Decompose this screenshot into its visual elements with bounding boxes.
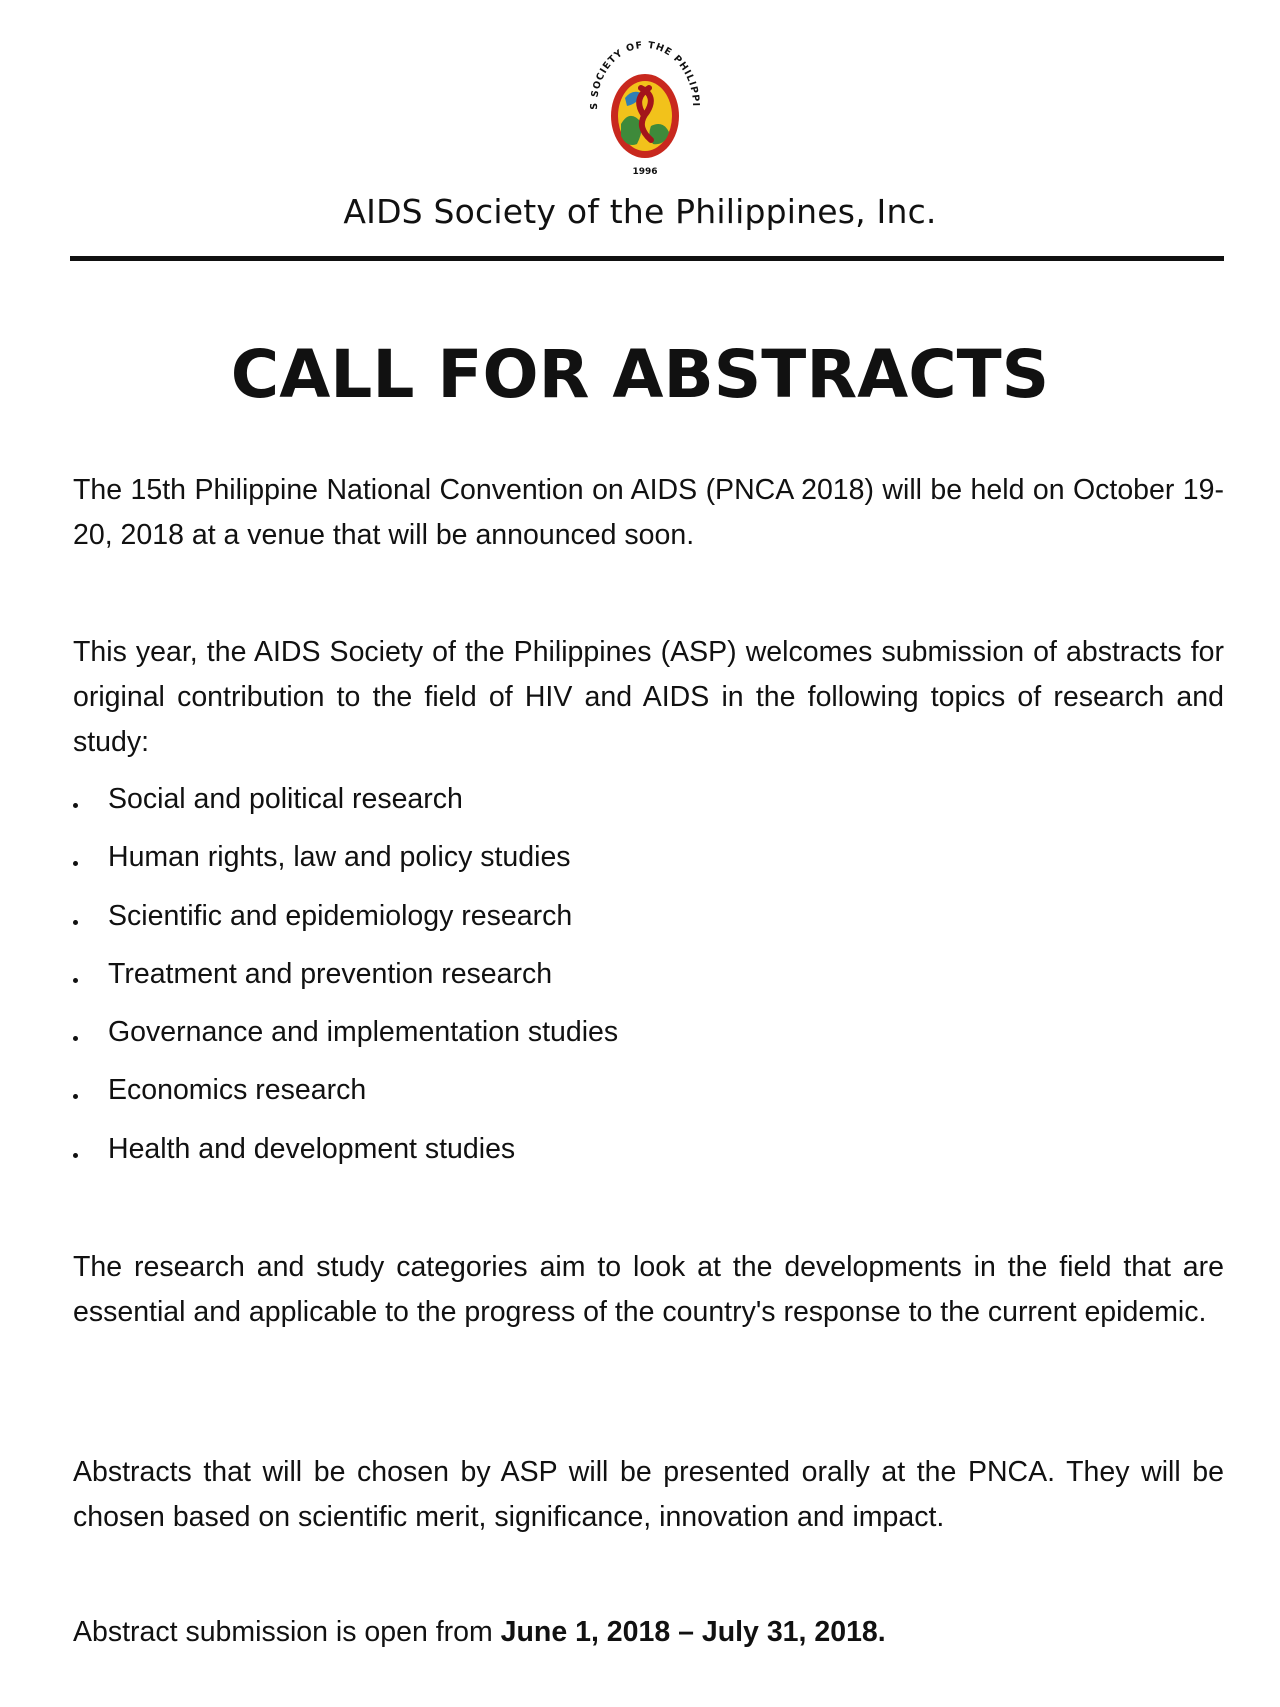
bullet-icon <box>73 920 78 925</box>
topics-list <box>73 779 618 1187</box>
seal-icon <box>585 28 705 188</box>
list-item: Governance and implementation studies <box>73 1012 618 1070</box>
svg-text:1996: 1996 <box>632 167 658 177</box>
list-item: Economics research <box>73 1070 618 1128</box>
bullet-icon <box>73 1153 78 1158</box>
page-title: CALL FOR ABSTRACTS <box>230 336 1050 413</box>
list-item: Social and political research <box>73 779 618 837</box>
bullet-icon <box>73 861 78 866</box>
submission-prefix: Abstract submission is open from <box>73 1616 501 1648</box>
bullet-icon <box>73 1094 78 1099</box>
bullet-icon <box>73 1036 78 1041</box>
list-item: Human rights, law and policy studies <box>73 837 618 895</box>
submission-paragraph <box>73 1610 1224 1655</box>
bullet-icon <box>73 978 78 983</box>
submission-dates: June 1, 2018 – July 31, 2018. <box>500 1616 886 1648</box>
header-divider <box>70 256 1224 261</box>
list-item: Scientific and epidemiology research <box>73 896 618 954</box>
welcome-paragraph: This year, the AIDS Society of the Philippines (ASP) welcomes submission of abstracts for original contribution to the field of HIV and AIDS in the following topics of research and study: <box>73 636 1224 758</box>
list-item: Treatment and prevention research <box>73 954 618 1012</box>
selection-paragraph: Abstracts that will be chosen by ASP will be presented orally at the PNCA. They will be chosen based on scientific merit, significance, innovation and impact. <box>73 1456 1224 1533</box>
list-item: Health and development studies <box>73 1129 618 1187</box>
bullet-icon <box>73 803 78 808</box>
organization-name: AIDS Society of the Philippines, Inc. <box>343 192 937 231</box>
categories-paragraph: The research and study categories aim to look at the developments in the field that are essential and applicable to the progress of the country's response to the current epidemic. <box>73 1251 1224 1328</box>
intro-paragraph: The 15th Philippine National Convention on AIDS (PNCA 2018) will be held on October 19-20, 2018 at a venue that will be announced soon. <box>73 474 1224 551</box>
society-seal-logo <box>585 28 705 188</box>
svg-text:AIDS SOCIETY OF THE PHILIPPINE: S SOCIETY OF THE PHILIPPI <box>588 39 702 110</box>
